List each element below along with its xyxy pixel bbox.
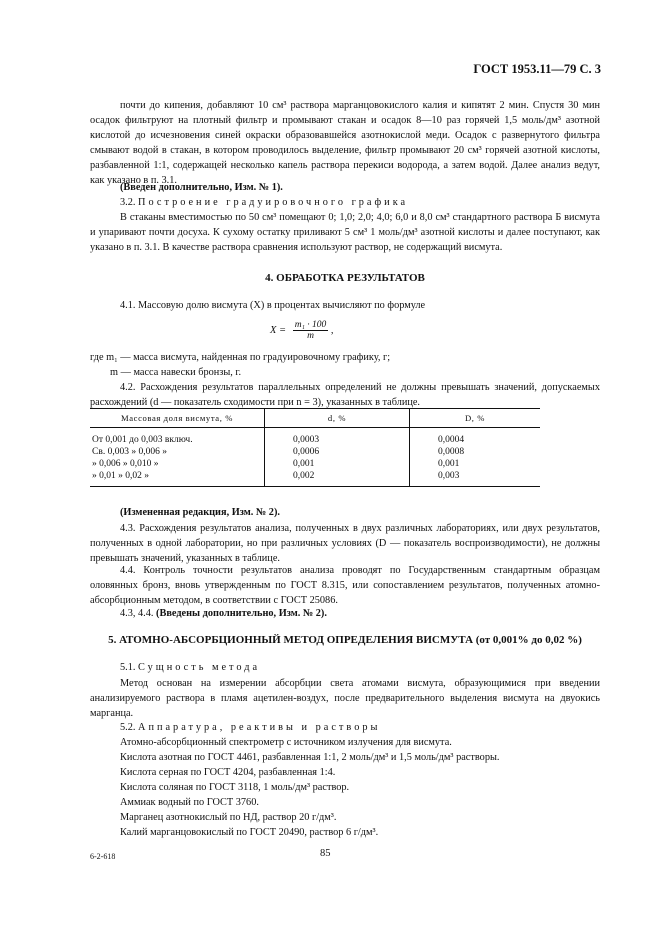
formula-fraction	[293, 320, 329, 341]
table-cell: 0,0006	[265, 446, 410, 458]
table-cell: 0,002	[265, 470, 410, 487]
page-header: ГОСТ 1953.11—79 С. 3	[473, 62, 601, 76]
table-cell: 0,001	[265, 458, 410, 470]
section-4-2-text: 4.2. Расхождения результатов параллельных определений не должны превышать значений, допускаемых расхождений (d — показатель сходимости при n = 3), указанных в таблице.	[90, 382, 600, 408]
table-cell: 0,003	[410, 470, 541, 487]
section-5-1-heading	[90, 660, 600, 675]
table-cell: 0,0004	[410, 428, 541, 447]
table-header-cell: D, %	[410, 409, 541, 428]
section-title: Аппаратура, реактивы и растворы	[138, 722, 381, 733]
reagent-item: Марганец азотнокислый по НД, раствор 20 г/дм³.	[120, 812, 337, 823]
section-5-1-text: Метод основан на измерении абсорбции света атомами висмута, образующимися при введении анализируемого раствора в пламя ацетилен-воздух, после предварительного выделения висмута на двуокись марганца.	[90, 678, 600, 719]
reagent-item: Калий марганцовокислый по ГОСТ 20490, раствор 6 г/дм³.	[120, 827, 379, 838]
formula-numerator: m₁ · 100	[294, 320, 327, 330]
section-5-title: 5. АТОМНО-АБСОРБЦИОННЫЙ МЕТОД ОПРЕДЕЛЕНИЯ ВИСМУТА (от 0,001% до 0,02 %)	[108, 634, 582, 646]
amendment-note-2: (Измененная редакция, Изм. № 2).	[120, 507, 280, 518]
table-cell: 0,0008	[410, 446, 541, 458]
note-text: (Введены дополнительно, Изм. № 2).	[156, 608, 327, 619]
section-title: Сущность метода	[138, 662, 261, 673]
section-title: Построение градуировочного графика	[138, 197, 409, 208]
table-header-cell: Массовая доля висмута, %	[90, 409, 265, 428]
table-header-row	[90, 409, 540, 428]
section-number: 5.2.	[120, 722, 136, 733]
table-header-cell: d, %	[265, 409, 410, 428]
table-cell: » 0,01 » 0,02 »	[90, 470, 265, 487]
amendment-note-3	[90, 606, 600, 621]
section-5-2-heading	[90, 720, 600, 735]
table-cell: » 0,006 » 0,010 »	[92, 459, 159, 469]
section-4-1-text: 4.1. Массовую долю висмута (X) в процентах вычисляют по формуле	[120, 300, 426, 311]
formula-denominator: m	[307, 331, 314, 341]
intro-paragraph: почти до кипения, добавляют 10 см³ раствора марганцовокислого калия и кипятят 2 мин. Спустя 30 мин осадок фильтруют на плотный фильтр и промывают стакан и осадок 8—10 раз горячей 1,5 моль/дм³ азотной кислотой до исчезновения синей окраски образовавшейся азотнокислой меди. Осадок с развернутого фильтра смывают водой в стакан, в котором проводилось выделение, фильтр промывают 20 см³ горячей азотной кислоты, разбавленной 1:1, содержащей несколько капель раствора перекиси водорода, а затем водой. Далее анализ ведут, как указано в п. 3.1.	[90, 100, 600, 186]
page-number: 85	[320, 848, 331, 859]
reagent-item: Аммиак водный по ГОСТ 3760.	[120, 797, 259, 808]
table-row	[90, 428, 540, 447]
reagent-item: Кислота азотная по ГОСТ 4461, разбавленная 1:1, 2 моль/дм³ и 1,5 моль/дм³ растворы.	[120, 752, 500, 763]
reagent-item: Кислота серная по ГОСТ 4204, разбавленная 1:4.	[120, 767, 336, 778]
section-number: 5.1.	[120, 662, 136, 673]
table-row	[90, 446, 540, 458]
section-3-2-text: В стаканы вместимостью по 50 см³ помещают 0; 1,0; 2,0; 4,0; 6,0 и 8,0 см³ стандартного раствора Б висмута и упаривают почти досуха. К сухому остатку приливают 5 см³ 1 моль/дм³ азотной кислоты и далее поступают, как указано в п. 3.1. В качестве раствора сравнения используют раствор, не содержащий висмута.	[90, 212, 600, 253]
reagent-item: Атомно-абсорбционный спектрометр с источником излучения для висмута.	[120, 737, 452, 748]
section-4-title: 4. ОБРАБОТКА РЕЗУЛЬТАТОВ	[265, 272, 425, 284]
formula-lhs: X =	[270, 324, 287, 336]
footer-code: 6-2-618	[90, 852, 116, 861]
section-4-3-text: 4.3. Расхождения результатов анализа, полученных в двух различных лабораториях, или двух результатов, полученных в одной лаборатории, но при различных условиях (D — показатель воспроизводимости), не должны превышать значений, указанных в таблице.	[90, 523, 600, 564]
formula	[270, 320, 334, 341]
table-cell: Св. 0,003 » 0,006 »	[92, 447, 167, 457]
table-cell: 0,0003	[265, 428, 410, 447]
table-row	[90, 458, 540, 470]
table-cell: 0,001	[410, 458, 541, 470]
formula-tail: ,	[330, 324, 334, 336]
where-line-1: где m₁ — масса висмута, найденная по градуировочному графику, г;	[90, 352, 391, 363]
amendment-note-1: (Введен дополнительно, Изм. № 1).	[120, 182, 283, 193]
reagent-item: Кислота соляная по ГОСТ 3118, 1 моль/дм³ раствор.	[120, 782, 350, 793]
note-prefix: 4.3, 4.4.	[120, 608, 154, 619]
section-4-4-text: 4.4. Контроль точности результатов анализа проводят по Государственным стандартным образцам оловянных бронз, вновь утвержденным по ГОСТ 8.315, или сопоставлением результатов, полученных атомно-абсорбционным методом, в соответствии с ГОСТ 25086.	[90, 565, 600, 606]
table-row	[90, 470, 540, 487]
tolerance-table	[90, 408, 540, 487]
where-line-2: m — масса навески бронзы, г.	[110, 367, 242, 378]
section-number: 3.2.	[120, 197, 136, 208]
table-cell: От 0,001 до 0,003 включ.	[92, 435, 193, 445]
section-3-2-heading	[90, 195, 600, 210]
